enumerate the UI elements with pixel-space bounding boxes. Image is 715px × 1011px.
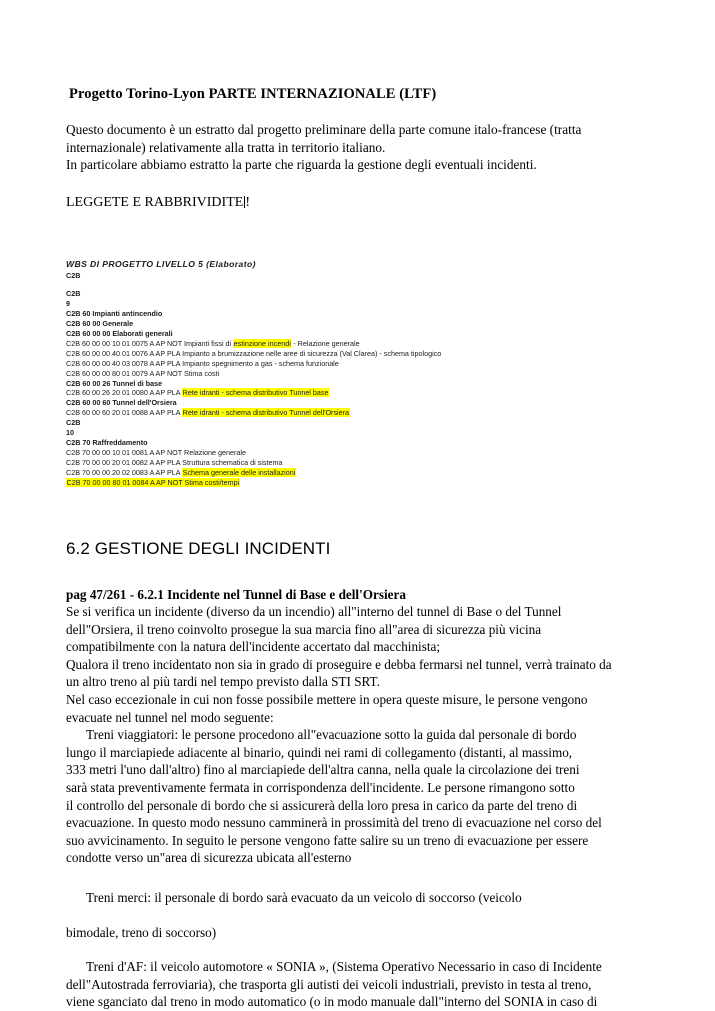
paragraph-gap (66, 907, 656, 924)
wbs-row (66, 339, 656, 349)
wbs-row: C2B (66, 289, 81, 299)
wbs-row-spacer (66, 280, 656, 289)
wbs-highlighted-text: C2B 70 00 00 80 01 0084 A AP NOT Stima costi/tempi (66, 477, 240, 487)
body-line: suo avvicinamento. In seguito le persone vengono fatte salire su un treno di evacuazione per essere (66, 832, 589, 848)
body-line: evacuazione. In questo modo nessuno camminerà in prossimità del treno di evacuazione nel corso del (66, 815, 602, 831)
shout-line (66, 194, 656, 212)
wbs-highlighted-text: estinzione incendi (233, 338, 291, 348)
body-line: un altro treno al più tardi nel tempo previsto dalla STI SRT. (66, 674, 380, 690)
body-line: bimodale, treno di soccorso) (66, 924, 217, 940)
wbs-row (66, 468, 656, 478)
wbs-row: C2B 60 00 Generale (66, 319, 134, 329)
body-line: dell"Autostrada ferroviaria), che trasporta gli autisti dei veicoli industriali, previsto in testa al treno, (66, 976, 592, 992)
intro-line: internazionale) relativamente alla tratta in territorio italiano. (66, 139, 386, 155)
document-title: Progetto Torino-Lyon PARTE INTERNAZIONALE (LTF) (69, 86, 437, 102)
wbs-row (66, 478, 656, 488)
wbs-row: C2B 60 00 00 80 01 0079 A AP NOT Stima costi (66, 368, 220, 378)
body-line: il controllo del personale di bordo che si assicurerà della loro presa in carico da parte del treno di (66, 797, 578, 813)
body-line: Treni merci: il personale di bordo sarà evacuato da un veicolo di soccorso (veicolo (86, 889, 522, 905)
body-line: condotte verso un"area di sicurezza ubicata all'esterno (66, 850, 352, 866)
body-line: Se si verifica un incidente (diverso da un incendio) all"interno del tunnel di Base o del Tunnel (66, 604, 562, 620)
wbs-row: C2B 60 00 26 Tunnel di base (66, 378, 163, 388)
body-line: Treni viaggiatori: le persone procedono all"evacuazione sotto la guida dal personale di bordo (86, 727, 577, 743)
wbs-highlighted-text: Schema generale delle installazioni (182, 467, 296, 477)
document-content (66, 85, 656, 1011)
paragraph-gap (66, 941, 656, 958)
intro-paragraph (66, 121, 656, 174)
intro-line: In particolare abbiamo estratto la parte che riguarda la gestione degli eventuali incidenti. (66, 157, 537, 172)
wbs-row: C2B 70 00 00 20 01 0082 A AP PLA Struttura schematica di sistema (66, 457, 283, 467)
wbs-code: C2B 70 00 00 20 02 0083 A AP PLA (66, 467, 183, 477)
wbs-row: C2B 60 00 00 40 01 0076 A AP PLA Impianto a brumizzazione nelle aree di sicurezza (Val Clarea) - schema tipologico (66, 348, 442, 358)
paragraph-2 (66, 726, 656, 867)
wbs-row: C2B 60 00 00 40 03 0078 A AP PLA Impianto spegnimento a gas - schema funzionale (66, 358, 339, 368)
wbs-row: C2B 60 00 60 Tunnel dell'Orsiera (66, 398, 177, 408)
section-subheading: pag 47/261 - 6.2.1 Incidente nel Tunnel di Base e dell'Orsiera (66, 586, 406, 602)
body-line: lungo il marciapiede adiacente al binario, quindi nei rami di collegamento (distanti, al massimo, (66, 744, 573, 760)
wbs-row (66, 408, 656, 418)
wbs-row: C2B 60 Impianti antincendio (66, 309, 163, 319)
wbs-trailing-text: - Relazione generale (291, 338, 360, 348)
intro-line: Questo documento è un estratto dal progetto preliminare della parte comune italo-francese (tratta (66, 122, 582, 137)
wbs-title: WBS DI PROGETTO LIVELLO 5 (Elaborato) (66, 258, 256, 269)
wbs-code: C2B 60 00 60 20 01 0088 A AP PLA (66, 408, 183, 418)
shout-tail: ! (245, 194, 250, 210)
wbs-row: C2B 60 00 00 Elaborati generali (66, 329, 173, 339)
body-line: dell"Orsiera, il treno coinvolto prosegue la sua marcia fino all"area di sicurezza più vicina (66, 621, 542, 637)
shout-text: LEGGETE E RABBRIVIDITE (66, 194, 244, 210)
paragraph-3 (66, 889, 656, 907)
body-line: compatibilmente con la natura dell'incidente accertato dal macchinista; (66, 639, 441, 655)
body-line: 333 metri l'uno dall'altro) fino al marciapiede dell'altra canna, nella quale la circolazione dei treni (66, 762, 580, 778)
wbs-highlighted-text: Rete idranti - schema distributivo Tunnel dell'Orsiera (182, 408, 350, 418)
paragraph-1 (66, 603, 656, 726)
wbs-code: C2B 60 00 00 10 01 0075 A AP NOT Impianti fissi di (66, 338, 234, 348)
wbs-block (66, 258, 656, 488)
wbs-code: C2B 60 00 26 20 01 0080 A AP PLA (66, 388, 183, 398)
wbs-rows (66, 271, 656, 488)
wbs-row: C2B (66, 418, 81, 428)
wbs-row: C2B 70 Raffreddamento (66, 438, 148, 447)
section-heading: 6.2 GESTIONE DEGLI INCIDENTI (66, 538, 331, 558)
wbs-row: 9 (66, 299, 70, 309)
paragraph-gap (66, 867, 656, 889)
body-line: Treni d'AF: il veicolo automotore « SONIA », (Sistema Operativo Necessario in caso di Incidente (86, 959, 602, 975)
body-line: Qualora il treno incidentato non sia in grado di proseguire e debba fermarsi nel tunnel, verrà trainato da (66, 656, 612, 672)
wbs-highlighted-text: Rete idranti - schema distributivo Tunnel base (182, 388, 329, 398)
body-line: sarà stata preventivamente fermata in corrispondenza dell'incidente. Le persone rimangono sotto (66, 779, 575, 795)
wbs-row: C2B (66, 270, 81, 280)
body-line: evacuate nel tunnel nel modo seguente: (66, 709, 274, 725)
wbs-row: 10 (66, 428, 74, 438)
paragraph-4 (66, 924, 656, 942)
wbs-row: C2B 70 00 00 10 01 0081 A AP NOT Relazione generale (66, 447, 246, 457)
wbs-row (66, 388, 656, 398)
paragraph-5 (66, 958, 656, 1011)
body-line: viene sganciato dal treno in modo automatico (o in modo manuale dall"interno del SONIA in caso di (66, 994, 598, 1010)
body-line: Nel caso eccezionale in cui non fosse possibile mettere in opera queste misure, le persone vengono (66, 692, 588, 707)
